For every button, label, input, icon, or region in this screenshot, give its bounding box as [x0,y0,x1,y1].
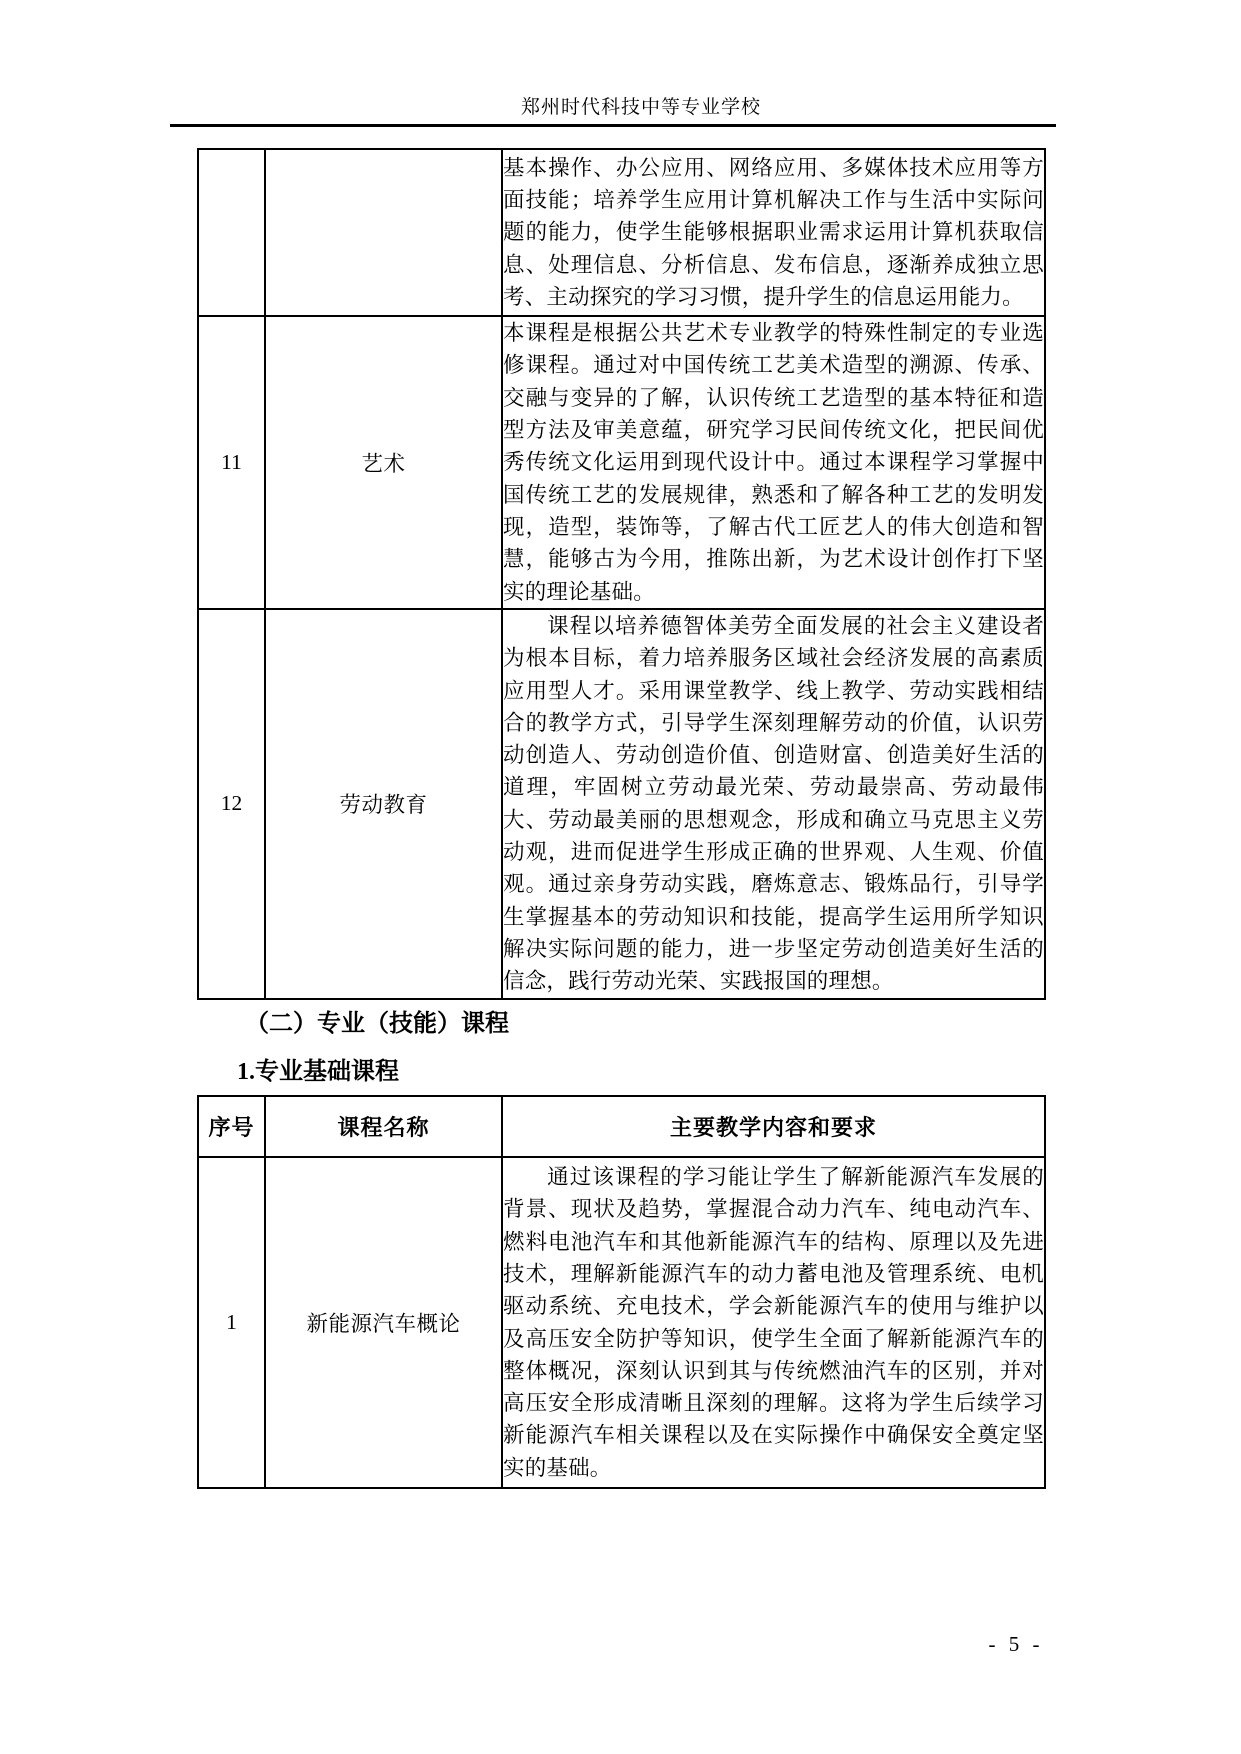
course-name-cell: 劳动教育 [265,609,502,999]
course-no-cell: 12 [198,609,265,999]
public-courses-table [197,148,1046,1000]
subsection-heading-basic-major-courses: 1.专业基础课程 [237,1059,399,1085]
column-header-no: 序号 [198,1096,265,1157]
course-desc-cell [502,316,1045,609]
course-desc-text: 基本操作、办公应用、网络应用、多媒体技术应用等方面技能；培养学生应用计算机解决工作与生活中实际问题的能力，使学生能够根据职业需求运用计算机获取信息、处理信息、分析信息、发布信息，逐渐养成独立思考、主动探究的学习习惯，提升学生的信息运用能力。 [503,155,1044,309]
course-desc-text: 本课程是根据公共艺术专业教学的特殊性制定的专业选修课程。通过对中国传统工艺美术造型的溯源、传承、交融与变异的了解，认识传统工艺造型的基本特征和造型方法及审美意蕴，研究学习民间传统文化，把民间优秀传统文化运用到现代设计中。通过本课程学习掌握中国传统工艺的发展规律，熟悉和了解各种工艺的发明发现，造型，装饰等，了解古代工匠艺人的伟大创造和智慧，能够古为今用，推陈出新，为艺术设计创作打下坚实的理论基础。 [503,321,1044,604]
course-no-cell [198,149,265,316]
course-name-cell: 新能源汽车概论 [265,1157,502,1488]
page-number: - 5 - [988,1632,1044,1656]
school-name-header: 郑州时代科技中等专业学校 [520,97,761,118]
course-no-cell: 1 [198,1157,265,1488]
course-desc-cell [502,609,1045,999]
course-desc-text: 通过该课程的学习能让学生了解新能源汽车发展的背景、现状及趋势，掌握混合动力汽车、纯电动汽车、燃料电池汽车和其他新能源汽车的结构、原理以及先进技术，理解新能源汽车的动力蓄电池及管理系统、电机驱动系统、充电技术，学会新能源汽车的使用与维护以及高压安全防护等知识，使学生全面了解新能源汽车的整体概况，深刻认识到其与传统燃油汽车的区别，并对高压安全形成清晰且深刻的理解。这将为学生后续学习新能源汽车相关课程以及在实际操作中确保安全奠定坚实的基础。 [503,1165,1044,1480]
table-row [198,1157,1045,1488]
table-row [198,609,1045,999]
table-header-row [198,1096,1045,1157]
course-desc-text: 课程以培养德智体美劳全面发展的社会主义建设者为根本目标，着力培养服务区域社会经济发展的高素质应用型人才。采用课堂教学、线上教学、劳动实践相结合的教学方式，引导学生深刻理解劳动的价值，认识劳动创造人、劳动创造价值、创造财富、创造美好生活的道理，牢固树立劳动最光荣、劳动最崇高、劳动最伟大、劳动最美丽的思想观念，形成和确立马克思主义劳动观，进而促进学生形成正确的世界观、人生观、价值观。通过亲身劳动实践，磨炼意志、锻炼品行，引导学生掌握基本的劳动知识和技能，提高学生运用所学知识解决实际问题的能力，进一步坚定劳动创造美好生活的信念，践行劳动光荣、实践报国的理想。 [503,614,1044,994]
course-name-cell: 艺术 [265,316,502,609]
course-desc-cell [502,149,1045,316]
column-header-content: 主要教学内容和要求 [502,1096,1045,1157]
table-row [198,149,1045,316]
basic-major-courses-table [197,1095,1046,1489]
header-rule [170,124,1056,127]
course-no-cell: 11 [198,316,265,609]
table-row [198,316,1045,609]
column-header-name: 课程名称 [265,1096,502,1157]
course-name-cell [265,149,502,316]
course-desc-cell [502,1157,1045,1488]
section-heading-major-skill-courses: （二）专业（技能）课程 [245,1011,509,1037]
